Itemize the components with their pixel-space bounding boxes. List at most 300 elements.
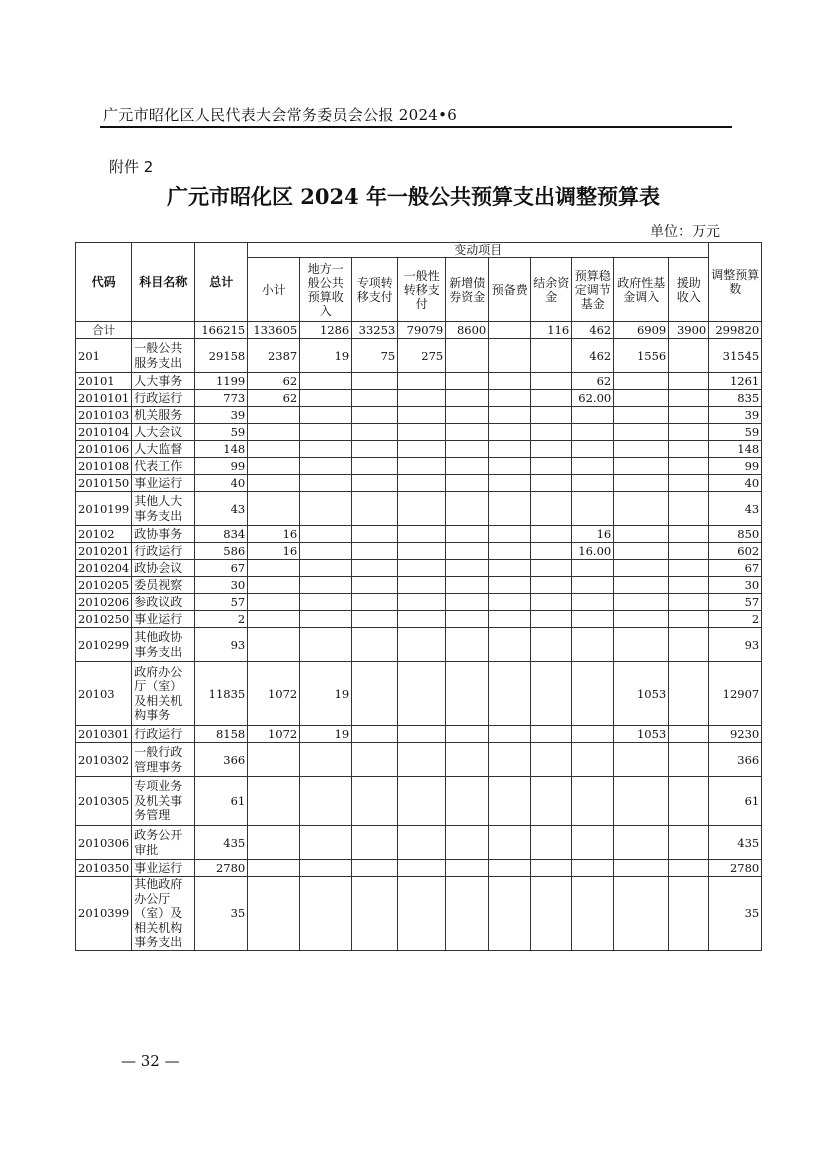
row-value-cell [572,560,614,577]
row-value-cell [352,577,398,594]
row-value-cell [300,877,352,951]
row-value-cell: 59 [195,424,248,441]
row-value-cell [300,458,352,475]
row-code-cell: 2010399 [76,877,132,951]
row-value-cell: 834 [195,526,248,543]
row-value-cell: 1072 [248,726,300,743]
table-row [76,662,762,726]
row-value-cell [614,390,669,407]
row-code-cell: 2010205 [76,577,132,594]
row-value-cell [531,373,572,390]
summary-name-cell [132,322,195,339]
row-code-cell: 2010101 [76,390,132,407]
row-value-cell [446,577,489,594]
row-value-cell [531,424,572,441]
row-value-cell [572,860,614,877]
table-row [76,726,762,743]
row-value-cell [489,407,531,424]
row-value-cell [572,662,614,726]
row-name-cell: 人大事务 [132,373,195,390]
row-value-cell [669,475,709,492]
row-value-cell: 62 [248,373,300,390]
unit-label: 单位：万元 [650,224,720,240]
row-value-cell [669,628,709,662]
row-value-cell [352,373,398,390]
row-value-cell: 30 [195,577,248,594]
row-value-cell [531,475,572,492]
row-value-cell [489,662,531,726]
row-name-cell: 专项业务及机关事务管理 [132,777,195,826]
row-value-cell [531,628,572,662]
table-row [76,339,762,373]
row-value-cell [489,628,531,662]
row-value-cell [531,458,572,475]
row-value-cell [572,777,614,826]
row-value-cell [572,594,614,611]
row-value-cell [489,726,531,743]
row-value-cell [614,475,669,492]
attachment-label: 附件 2 [109,158,154,176]
row-value-cell [669,526,709,543]
row-code-cell: 20103 [76,662,132,726]
table-row [76,860,762,877]
row-value-cell [572,628,614,662]
row-name-cell: 其他政府办公厅（室）及相关机构事务支出 [132,877,195,951]
summary-value-cell: 6909 [614,322,669,339]
row-value-cell [398,877,446,951]
row-value-cell [614,458,669,475]
row-value-cell [446,877,489,951]
row-value-cell: 8158 [195,726,248,743]
row-value-cell [572,726,614,743]
row-value-cell [446,441,489,458]
row-value-cell: 148 [709,441,762,458]
row-value-cell [248,441,300,458]
row-code-cell: 2010103 [76,407,132,424]
table-row [76,594,762,611]
row-value-cell [669,743,709,777]
row-value-cell [398,492,446,526]
row-value-cell [248,424,300,441]
row-value-cell [352,611,398,628]
row-value-cell [489,390,531,407]
row-value-cell [398,475,446,492]
row-value-cell [614,441,669,458]
row-value-cell [669,726,709,743]
header-stabilization: 预算稳定调节基金 [572,258,614,322]
header-divider [100,126,732,128]
row-value-cell: 35 [195,877,248,951]
row-value-cell [531,743,572,777]
row-value-cell [489,475,531,492]
row-code-cell: 2010104 [76,424,132,441]
row-value-cell [398,441,446,458]
row-value-cell [489,492,531,526]
row-value-cell [352,826,398,860]
row-code-cell: 2010106 [76,441,132,458]
row-value-cell [614,860,669,877]
table-row [76,628,762,662]
row-name-cell: 一般公共服务支出 [132,339,195,373]
row-value-cell [352,543,398,560]
row-value-cell: 43 [709,492,762,526]
row-value-cell: 1053 [614,726,669,743]
row-value-cell: 16 [248,526,300,543]
row-value-cell [248,407,300,424]
row-value-cell [446,662,489,726]
row-value-cell: 43 [195,492,248,526]
row-value-cell [352,743,398,777]
row-name-cell: 事业运行 [132,611,195,628]
row-value-cell: 11835 [195,662,248,726]
page-title: 广元市昭化区 2024 年一般公共预算支出调整预算表 [166,184,661,209]
row-value-cell [300,860,352,877]
budget-table [75,242,762,951]
row-value-cell: 1072 [248,662,300,726]
summary-value-cell: 166215 [195,322,248,339]
table-row [76,492,762,526]
row-value-cell [489,441,531,458]
row-code-cell: 2010302 [76,743,132,777]
row-value-cell [248,860,300,877]
row-value-cell [248,743,300,777]
row-value-cell [669,339,709,373]
row-value-cell [398,458,446,475]
row-value-cell: 16 [248,543,300,560]
row-value-cell [669,877,709,951]
row-value-cell [572,743,614,777]
row-value-cell [398,611,446,628]
row-value-cell [248,560,300,577]
row-value-cell [614,424,669,441]
row-value-cell [352,560,398,577]
row-value-cell [398,777,446,826]
row-value-cell: 2 [195,611,248,628]
row-code-cell: 2010206 [76,594,132,611]
table-row [76,743,762,777]
row-value-cell [248,611,300,628]
row-value-cell [614,777,669,826]
row-value-cell [489,777,531,826]
row-value-cell [446,373,489,390]
row-value-cell [248,628,300,662]
row-value-cell [531,560,572,577]
table-row [76,777,762,826]
table-row [76,424,762,441]
header-special-transfer: 专项转移支付 [352,258,398,322]
row-value-cell: 39 [195,407,248,424]
row-value-cell [531,726,572,743]
row-value-cell [398,826,446,860]
row-value-cell: 1053 [614,662,669,726]
header-new-bond: 新增债券资金 [446,258,489,322]
row-value-cell [398,526,446,543]
row-value-cell [300,526,352,543]
row-value-cell [669,594,709,611]
row-value-cell: 99 [709,458,762,475]
table-row [76,577,762,594]
row-value-cell [669,441,709,458]
row-value-cell [531,662,572,726]
row-value-cell: 435 [195,826,248,860]
row-value-cell [446,594,489,611]
row-value-cell: 12907 [709,662,762,726]
row-value-cell: 40 [709,475,762,492]
row-code-cell: 2010306 [76,826,132,860]
summary-value-cell: 116 [531,322,572,339]
row-value-cell [489,860,531,877]
row-name-cell: 其他政协事务支出 [132,628,195,662]
row-value-cell: 62.00 [572,390,614,407]
row-value-cell: 275 [398,339,446,373]
row-value-cell [248,826,300,860]
row-value-cell [531,339,572,373]
table-row [76,826,762,860]
row-value-cell [489,877,531,951]
table-row [76,458,762,475]
row-code-cell: 2010201 [76,543,132,560]
row-value-cell [572,492,614,526]
row-value-cell [614,628,669,662]
row-value-cell: 19 [300,726,352,743]
row-value-cell [669,560,709,577]
row-name-cell: 行政运行 [132,726,195,743]
row-value-cell: 39 [709,407,762,424]
row-value-cell [398,390,446,407]
row-value-cell [669,777,709,826]
row-value-cell [398,743,446,777]
row-value-cell: 462 [572,339,614,373]
row-value-cell [300,777,352,826]
summary-label: 合计 [76,322,132,339]
row-value-cell [398,543,446,560]
table-row [76,475,762,492]
row-value-cell: 31545 [709,339,762,373]
row-name-cell: 事业运行 [132,475,195,492]
row-value-cell [572,458,614,475]
row-value-cell [669,424,709,441]
row-value-cell [446,492,489,526]
row-value-cell [300,611,352,628]
row-value-cell: 57 [709,594,762,611]
row-value-cell [248,577,300,594]
row-value-cell [669,611,709,628]
row-value-cell: 366 [195,743,248,777]
row-value-cell: 850 [709,526,762,543]
row-value-cell: 602 [709,543,762,560]
row-name-cell: 委员视察 [132,577,195,594]
row-value-cell [614,577,669,594]
row-value-cell [398,628,446,662]
row-value-cell: 99 [195,458,248,475]
row-value-cell [352,877,398,951]
row-value-cell [572,407,614,424]
row-value-cell [446,339,489,373]
header-subtotal: 小计 [248,258,300,322]
table-body [76,322,762,951]
row-value-cell [300,543,352,560]
row-value-cell [398,407,446,424]
row-value-cell [489,826,531,860]
row-value-cell [489,594,531,611]
row-value-cell [352,492,398,526]
row-value-cell [669,492,709,526]
row-value-cell [614,560,669,577]
row-value-cell [398,594,446,611]
row-value-cell [446,860,489,877]
page-number: — 32 — [121,1052,180,1070]
row-value-cell [398,662,446,726]
row-value-cell: 93 [709,628,762,662]
row-value-cell [446,390,489,407]
row-value-cell [248,475,300,492]
row-value-cell: 29158 [195,339,248,373]
row-value-cell: 62 [572,373,614,390]
row-value-cell [614,492,669,526]
row-name-cell: 人大会议 [132,424,195,441]
row-value-cell: 93 [195,628,248,662]
row-value-cell [398,860,446,877]
row-value-cell [489,543,531,560]
summary-value-cell: 299820 [709,322,762,339]
row-name-cell: 行政运行 [132,390,195,407]
row-value-cell [352,407,398,424]
row-code-cell: 2010108 [76,458,132,475]
row-value-cell: 16.00 [572,543,614,560]
row-name-cell: 其他人大事务支出 [132,492,195,526]
budget-table-container [75,242,762,951]
row-value-cell [398,726,446,743]
row-value-cell [352,390,398,407]
row-value-cell [614,877,669,951]
table-row [76,407,762,424]
row-value-cell: 67 [195,560,248,577]
row-value-cell: 67 [709,560,762,577]
row-code-cell: 2010350 [76,860,132,877]
row-name-cell: 政协事务 [132,526,195,543]
row-value-cell [398,577,446,594]
row-value-cell [300,424,352,441]
row-value-cell [300,492,352,526]
row-code-cell: 20102 [76,526,132,543]
row-value-cell [669,407,709,424]
row-value-cell [489,577,531,594]
row-value-cell: 9230 [709,726,762,743]
row-value-cell [614,526,669,543]
table-row [76,526,762,543]
row-value-cell [669,458,709,475]
header-total: 总计 [195,243,248,322]
row-value-cell: 62 [248,390,300,407]
row-value-cell: 435 [709,826,762,860]
row-value-cell [614,826,669,860]
row-value-cell [489,339,531,373]
row-value-cell [489,526,531,543]
row-value-cell [531,577,572,594]
row-value-cell [248,777,300,826]
row-value-cell [352,424,398,441]
row-value-cell [446,560,489,577]
row-value-cell [352,628,398,662]
row-value-cell [572,475,614,492]
row-value-cell [248,594,300,611]
row-value-cell [446,458,489,475]
row-value-cell [531,390,572,407]
row-value-cell [248,877,300,951]
row-value-cell: 19 [300,339,352,373]
table-row [76,560,762,577]
row-name-cell: 政协会议 [132,560,195,577]
row-value-cell [489,373,531,390]
row-name-cell: 行政运行 [132,543,195,560]
header-general-transfer: 一般性转移支付 [398,258,446,322]
row-value-cell [669,826,709,860]
row-value-cell: 75 [352,339,398,373]
row-value-cell [489,424,531,441]
row-code-cell: 201 [76,339,132,373]
row-value-cell [531,860,572,877]
row-value-cell [446,424,489,441]
header-aid: 援助收入 [669,258,709,322]
row-value-cell [398,373,446,390]
summary-value-cell: 133605 [248,322,300,339]
row-value-cell: 57 [195,594,248,611]
row-value-cell [489,743,531,777]
row-code-cell: 2010301 [76,726,132,743]
header-adjusted: 调整预算数 [709,243,762,322]
row-value-cell [531,611,572,628]
row-value-cell: 19 [300,662,352,726]
row-value-cell [489,458,531,475]
summary-value-cell: 33253 [352,322,398,339]
row-value-cell [446,611,489,628]
row-value-cell [572,877,614,951]
row-value-cell [446,826,489,860]
row-value-cell [572,424,614,441]
row-value-cell [352,441,398,458]
row-value-cell: 2387 [248,339,300,373]
row-value-cell [446,475,489,492]
summary-value-cell: 3900 [669,322,709,339]
row-value-cell [300,441,352,458]
row-value-cell [300,407,352,424]
row-value-cell: 586 [195,543,248,560]
row-value-cell: 59 [709,424,762,441]
row-value-cell [531,594,572,611]
row-value-cell [300,743,352,777]
header-gov-fund: 政府性基金调入 [614,258,669,322]
table-row [76,611,762,628]
row-value-cell [446,726,489,743]
table-row [76,441,762,458]
row-code-cell: 2010204 [76,560,132,577]
table-row [76,877,762,951]
row-value-cell [531,777,572,826]
row-value-cell: 366 [709,743,762,777]
row-value-cell: 148 [195,441,248,458]
row-value-cell [669,860,709,877]
row-value-cell [669,373,709,390]
row-value-cell [531,877,572,951]
row-value-cell [446,628,489,662]
row-value-cell: 61 [195,777,248,826]
row-value-cell [489,560,531,577]
row-value-cell [248,492,300,526]
summary-row [76,322,762,339]
row-value-cell [446,777,489,826]
header-surplus: 结余资金 [531,258,572,322]
table-row [76,543,762,560]
